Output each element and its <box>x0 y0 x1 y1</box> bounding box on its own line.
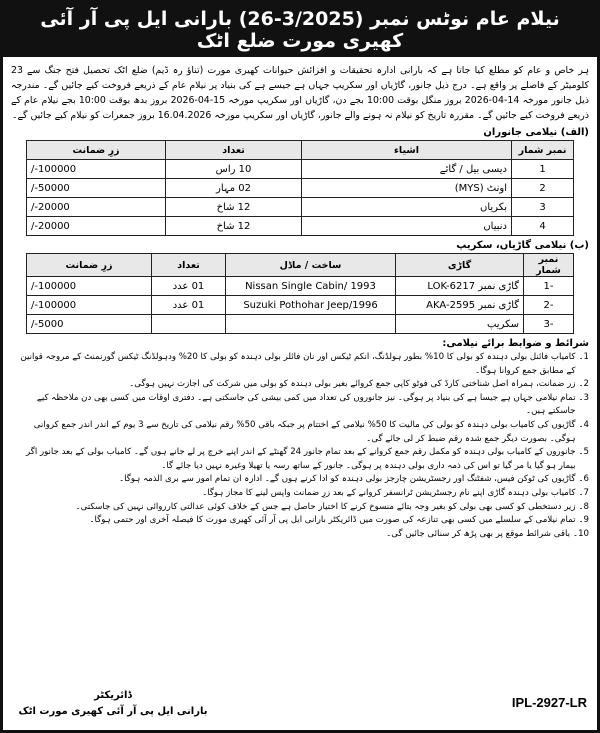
terms-list <box>11 351 589 541</box>
term-text: باقی شرائط موقع پر بھی پڑھ کر سنائی جائیں گی۔ <box>386 528 571 539</box>
cell-deposit: /-50000 <box>27 179 166 198</box>
term-number: 4۔ <box>578 419 589 430</box>
term-number: 1۔ <box>578 352 589 362</box>
cell-vehicle: گاڑی نمبر AKA-2595 <box>396 296 524 315</box>
term-number: 7۔ <box>578 487 589 498</box>
table-row <box>27 198 574 217</box>
notice-title: نیلام عام نوٹس نمبر (3/2025-26) بارانی ایل پی آر آئی کھیری مورت ضلع اٹک <box>3 3 597 57</box>
table-row <box>27 296 574 315</box>
term-text: گاڑیوں کی ٹوکن فیس، شفٹنگ اور رجسٹریشن چارجز بولی دہندہ کو ادا کرنے ہوں گے۔ ادارہ ان تمام امور سے بری الذمہ ہوگا۔ <box>119 474 576 485</box>
term-text: کامیاب بولی دہندہ گاڑی اپنے نام رجسٹریشن ٹرانسفر کروانے کے بعد زرِ ضمانت واپس لینے کا مجاز ہوگا۔ <box>202 487 576 498</box>
table-header-row <box>27 141 574 160</box>
list-item <box>11 487 589 501</box>
list-item <box>11 419 589 446</box>
term-number: 8۔ <box>578 501 589 512</box>
cell-model: Nissan Single Cabin/ 1993 <box>226 277 396 296</box>
col-vehicle: گاڑی <box>396 254 524 277</box>
table-row <box>27 277 574 296</box>
signature-block <box>13 688 213 720</box>
cell-qty <box>152 315 226 334</box>
term-text: گاڑیوں کی کامیاب بولی دہندہ کو بولی کی مالیت کا 50% نیلامی کے اختتام پر جبکہ باقی 50% رقم نیلامی کی تاریخ سے 3 یوم کے اندر اندر جمع کروانی ہوگی۔ بصورت دیگر جمع شدہ رقم ضبط کر لی جائے گی۔ <box>33 419 576 444</box>
cell-deposit: /-100000 <box>27 160 166 179</box>
cell-deposit: /-20000 <box>27 198 166 217</box>
vehicles-table <box>26 253 574 334</box>
cell-item: دیسی بیل / گائے <box>302 160 512 179</box>
table-row <box>27 217 574 236</box>
cell-vehicle: سکریپ <box>396 315 524 334</box>
signatory-organization: بارانی ایل پی آر آئی کھیری مورت اٹک <box>18 706 208 717</box>
list-item <box>11 528 589 542</box>
cell-qty: 01 عدد <box>152 296 226 315</box>
cell-serial: 4 <box>512 217 574 236</box>
table-row <box>27 179 574 198</box>
table-row <box>27 315 574 334</box>
list-item <box>11 473 589 487</box>
term-text: تمام نیلامی کے سلسلے میں کسی بھی تنازعہ کی صورت میں ڈائریکٹر بارانی ایل پی آر آئی کھیری مورت کا فیصلہ آخری اور حتمی ہوگا۔ <box>89 515 576 526</box>
term-text: زر ضمانت، ہمراہ اصل شناختی کارڈ کی فوٹو کاپی جمع کروائے بغیر بولی دہندہ کو بولی میں شرکت کی اجازت نہیں ہوگی۔ <box>129 379 576 390</box>
section-a-title: (الف) نیلامی جانوران <box>483 127 589 138</box>
cell-model: Suzuki Pothohar Jeep/1996 <box>226 296 396 315</box>
col-qty: تعداد <box>166 141 302 160</box>
col-deposit: زرِ ضمانت <box>27 141 166 160</box>
list-item <box>11 514 589 528</box>
table-header-row <box>27 254 574 277</box>
cell-serial: 1 <box>512 160 574 179</box>
cell-qty: 12 شاخ <box>166 198 302 217</box>
list-item <box>11 446 589 473</box>
animals-table <box>26 140 574 236</box>
cell-serial: 2 <box>512 179 574 198</box>
col-serial: نمبر شمار <box>524 254 574 277</box>
cell-qty: 10 راس <box>166 160 302 179</box>
term-number: 10۔ <box>573 528 589 539</box>
terms-title: شرائط و ضوابط برائے نیلامی: <box>442 338 589 349</box>
cell-vehicle: گاڑی نمبر LOK-6217 <box>396 277 524 296</box>
list-item <box>11 378 589 392</box>
cell-serial: -1 <box>524 277 574 296</box>
cell-deposit: /-5000 <box>27 315 152 334</box>
cell-qty: 02 مہار <box>166 179 302 198</box>
list-item <box>11 392 589 419</box>
cell-deposit: /-100000 <box>27 296 152 315</box>
term-number: 5۔ <box>578 447 589 458</box>
term-text: تمام نیلامی جہاں ہے جیسا ہے کی بنیاد پر ہوگی۔ نیز جانوروں کی تعداد میں کمی بیشی کی جاسکتی ہے۔ دفتری اوقات میں کسی بھی دن ملاحظہ کیے جاسکتے ہیں۔ <box>36 392 576 417</box>
table-row <box>27 160 574 179</box>
cell-model <box>226 315 396 334</box>
cell-serial: -3 <box>524 315 574 334</box>
col-serial: نمبر شمار <box>512 141 574 160</box>
list-item <box>11 501 589 515</box>
reference-number: IPL-2927-LR <box>511 695 587 710</box>
notice-footer <box>13 676 587 720</box>
cell-item: اونٹ (MYS) <box>302 179 512 198</box>
cell-item: بکریاں <box>302 198 512 217</box>
intro-paragraph: ہر خاص و عام کو مطلع کیا جاتا ہے کہ بارانی ادارہ تحقیقات و افزائش حیوانات کھیری مورت (تناؤ رہ ڈیم) ضلع اٹک تحصیل فتح جنگ سے 23 کلومیٹر کے فاصلے پر واقع ہے۔ درج ذیل جانور، گاڑیاں اور سکریپ جہاں ہے جیسے ہے کی بنیاد پر نیلام عام کے ذریعے فروخت کیے جائیں گے۔ مندرجہ ذیل جانور مورخہ 14-04-2026 بروز منگل بوقت 10:00 بجے دن، گاڑیاں اور سکریپ مورخہ 15-04-2026 بروز بدھ بوقت 10:00 بجے نیلام عام کے ذریعے فروخت کیے جائیں گے۔ مقررہ تاریخ کو نیلام نہ ہونے والے جانور، گاڑیاں اور سکریپ مورخہ 16.04.2026 بروز جمعرات کو نیلام کیے جائیں گے۔ <box>11 65 589 121</box>
col-qty: تعداد <box>152 254 226 277</box>
cell-deposit: /-100000 <box>27 277 152 296</box>
term-number: 9۔ <box>578 515 589 526</box>
list-item <box>11 351 589 378</box>
term-text: زیر دستخطی کو کسی بھی بولی کو بغیر وجہ بتائے منسوخ کرنے کا اختیار حاصل ہے جس کے خلاف کوئی عدالتی کارروائی نہیں کی جاسکتی۔ <box>75 501 576 512</box>
cell-qty: 12 شاخ <box>166 217 302 236</box>
term-text: جانوروں کے کامیاب بولی دہندہ کو مکمل رقم جمع کروانے کے بعد تمام جانور 24 گھنٹے کے اندر اپنے خرچ پر لے جانے ہوں گے۔ کامیاب بولی کے بعد جانور اگر بیمار ہو گیا یا مر گیا تو اس کی ذمہ داری بولی دہندہ پر ہوگی۔ جانور کے ساتھ رسہ یا تھیلا وغیرہ نہیں دیا جائے گا۔ <box>26 447 576 471</box>
col-deposit: زرِ ضمانت <box>27 254 152 277</box>
term-number: 2۔ <box>578 379 589 390</box>
cell-deposit: /-20000 <box>27 217 166 236</box>
col-item: اشیاء <box>302 141 512 160</box>
cell-qty: 01 عدد <box>152 277 226 296</box>
cell-serial: 3 <box>512 198 574 217</box>
term-text: کامیاب فائنل بولی دہندہ کو بولی کا 10% بطور ہولڈنگ، انکم ٹیکس اور نان فائلر بولی دہندہ کو بولی کا 20% ودہولڈنگ ٹیکس گورنمنٹ کے مروجہ قوانین کے مطابق جمع کروانا ہوگا۔ <box>20 352 576 376</box>
term-number: 6۔ <box>578 474 589 485</box>
cell-item: دنبیاں <box>302 217 512 236</box>
signatory-designation: ڈائریکٹر <box>94 690 132 701</box>
term-number: 3۔ <box>578 392 589 403</box>
section-b-title: (ب) نیلامی گاڑیاں، سکریپ <box>456 240 589 251</box>
cell-serial: -2 <box>524 296 574 315</box>
col-model: ساخت / ماڈل <box>226 254 396 277</box>
